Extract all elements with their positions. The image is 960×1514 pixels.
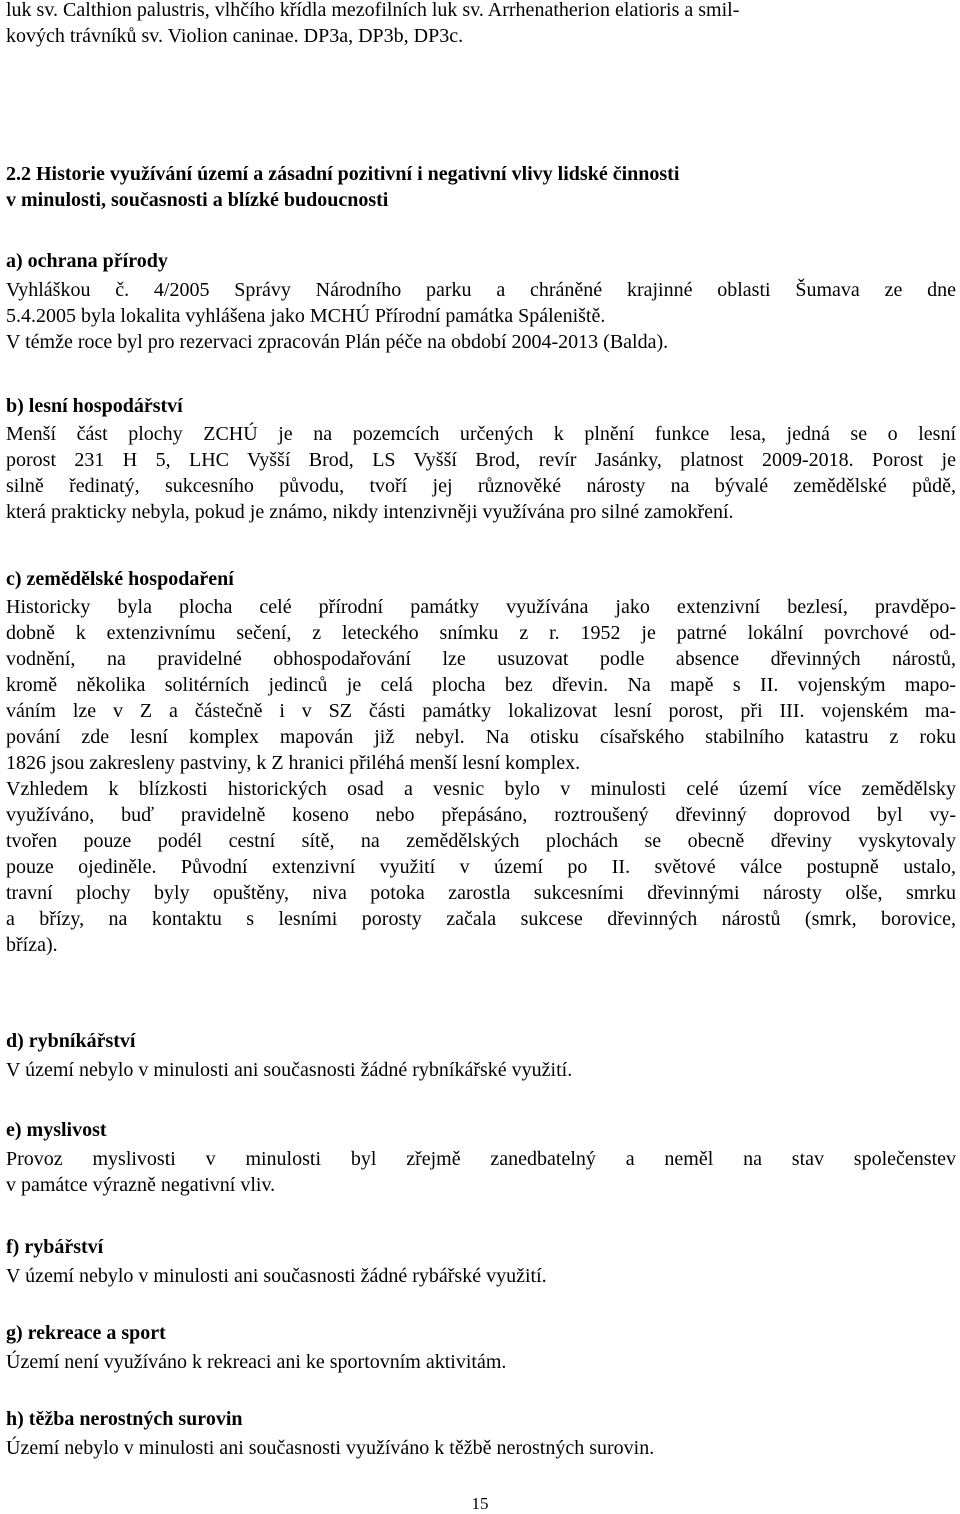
text-line: 5.4.2005 byla lokalita vyhlášena jako MCHÚ Přírodní památka Spáleniště. xyxy=(6,305,606,327)
text-line: pouze ojediněle. Původní extenzivní využití v území po II. světové válce postupně ustalo, xyxy=(6,856,956,878)
section-heading-line-1: 2.2 Historie využívání území a zásadní pozitivní i negativní vlivy lidské činnosti xyxy=(6,163,680,185)
text-line: dobně k extenzivnímu sečení, z leteckého snímku z r. 1952 je patrné lokální povrchové od- xyxy=(6,622,956,644)
text-line: pování zde lesní komplex mapován již nebyl. Na otisku císařského stabilního katastru z roku xyxy=(6,726,956,748)
page-number: 15 xyxy=(471,1494,489,1513)
section-heading-line-2: v minulosti, současnosti a blízké budoucnosti xyxy=(6,189,389,211)
text-line: Provoz myslivosti v minulosti byl zřejmě zanedbatelný a neměl na stav společenstev xyxy=(6,1148,956,1170)
text-line: V témže roce byl pro rezervaci zpracován Plán péče na období 2004-2013 (Balda). xyxy=(6,331,669,353)
subsection-body-g: Území není využíváno k rekreaci ani ke sportovním aktivitám. xyxy=(6,1351,507,1373)
text-line: váním lze v Z a částečně i v SZ části památky lokalizovat lesní porost, při III. vojenském ma- xyxy=(6,700,956,722)
subsection-heading-g: g) rekreace a sport xyxy=(6,1322,166,1344)
text-line: kových trávníků sv. Violion caninae. DP3a, DP3b, DP3c. xyxy=(6,25,464,47)
subsection-body-e xyxy=(6,1146,956,1198)
text-line: porost 231 H 5, LHC Vyšší Brod, LS Vyšší Brod, revír Jasánky, platnost 2009-2018. Porost je xyxy=(6,449,956,471)
intro-paragraph xyxy=(6,0,956,49)
subsection-heading-h: h) těžba nerostných surovin xyxy=(6,1408,243,1430)
subsection-heading-d: d) rybníkářství xyxy=(6,1030,136,1052)
subsection-body-f: V území nebylo v minulosti ani současnosti žádné rybářské využití. xyxy=(6,1265,547,1287)
text-line: Historicky byla plocha celé přírodní památky využívána jako extenzivní bezlesí, pravděpo- xyxy=(6,596,956,618)
subsection-body-b xyxy=(6,421,956,525)
subsection-heading-f: f) rybářství xyxy=(6,1236,104,1258)
section-heading xyxy=(6,161,956,213)
text-line: která prakticky nebyla, pokud je známo, nikdy intenzivněji využívána pro silné zamokření. xyxy=(6,501,734,523)
subsection-body-d: V území nebylo v minulosti ani současnosti žádné rybníkářské využití. xyxy=(6,1059,573,1081)
subsection-body-h: Území nebylo v minulosti ani současnosti využíváno k těžbě nerostných surovin. xyxy=(6,1437,655,1459)
text-line: silně ředinatý, sukcesního původu, tvoří jej různověké nárosty na bývalé zemědělské půdě, xyxy=(6,475,956,497)
text-line: travní plochy byly opuštěny, niva potoka zarostla sukcesními dřevinnými nárosty olše, smrku xyxy=(6,882,956,904)
subsection-heading-b: b) lesní hospodářství xyxy=(6,395,183,417)
subsection-body-a xyxy=(6,277,956,355)
subsection-heading-a: a) ochrana přírody xyxy=(6,250,168,272)
text-line: a břízy, na kontaktu s lesními porosty začala sukcese dřevinných nárostů (smrk, borovice, xyxy=(6,908,956,930)
text-line: tvořen pouze podél cestní sítě, na zemědělských plochách se obecně dřeviny vyskytovaly xyxy=(6,830,956,852)
subsection-heading-e: e) myslivost xyxy=(6,1119,107,1141)
text-line: využíváno, buď pravidelně koseno nebo přepásáno, roztroušený dřevinný doprovod byl vy- xyxy=(6,804,956,826)
text-line: 1826 jsou zakresleny pastviny, k Z hranici přiléhá menší lesní komplex. xyxy=(6,752,581,774)
text-line: bříza). xyxy=(6,934,58,956)
text-line: Vyhláškou č. 4/2005 Správy Národního parku a chráněné krajinné oblasti Šumava ze dne xyxy=(6,279,956,301)
text-line: vodnění, na pravidelné obhospodařování lze usuzovat podle absence dřevinných nárostů, xyxy=(6,648,956,670)
subsection-heading-c: c) zemědělské hospodaření xyxy=(6,568,234,590)
text-line: v památce výrazně negativní vliv. xyxy=(6,1174,276,1196)
text-line: Vzhledem k blízkosti historických osad a vesnic bylo v minulosti celé území více zemědělsky xyxy=(6,778,956,800)
subsection-body-c xyxy=(6,594,956,958)
text-line: kromě několika solitérních jedinců je celá plocha bez dřevin. Na mapě s II. vojenským mapo- xyxy=(6,674,956,696)
text-line: Menší část plochy ZCHÚ je na pozemcích určených k plnění funkce lesa, jedná se o lesní xyxy=(6,423,956,445)
text-line: luk sv. Calthion palustris, vlhčího křídla mezofilních luk sv. Arrhenatherion elatioris a smil- xyxy=(6,0,740,21)
